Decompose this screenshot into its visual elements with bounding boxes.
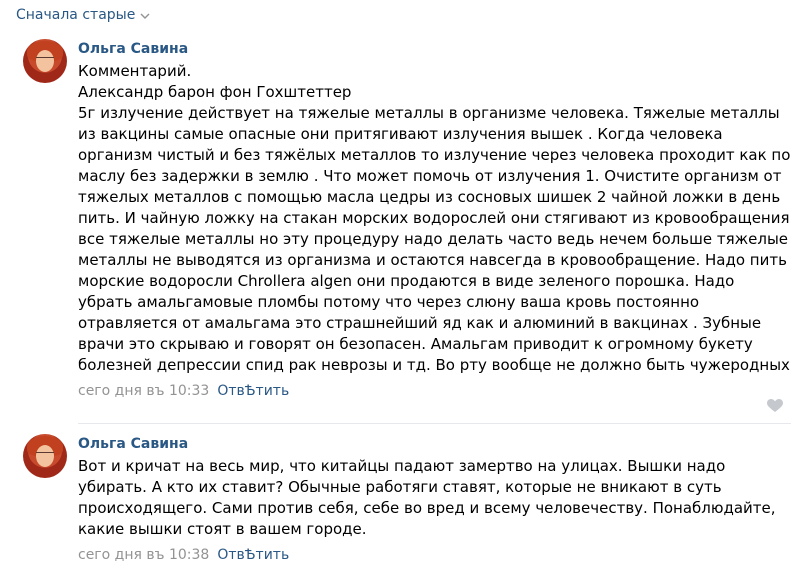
chevron-down-icon bbox=[140, 7, 150, 23]
heart-icon[interactable] bbox=[767, 398, 783, 412]
comment-author[interactable]: Ольга Савина bbox=[78, 436, 189, 452]
sort-order-label: Сначала старые bbox=[16, 7, 136, 23]
avatar[interactable] bbox=[23, 434, 67, 478]
comment-item bbox=[23, 39, 791, 419]
comment-meta bbox=[78, 382, 791, 400]
comment-text bbox=[78, 456, 791, 540]
comment-body bbox=[78, 434, 791, 564]
avatar[interactable] bbox=[23, 39, 67, 83]
comment-timestamp[interactable]: сего дня въ 10:33 bbox=[78, 383, 210, 399]
reply-button[interactable]: ОтвѢтить bbox=[217, 547, 290, 563]
comment-meta bbox=[78, 546, 791, 564]
comment-line: Александр барон фон Гохштеттер bbox=[78, 83, 352, 101]
comment-line: Вот и кричат на весь мир, что китайцы падают замертво на улицах. Вышки надо убирать. А кто их ставит? Обычные работяги ставят, которые не вникают в суть происходящего. Сами против себя, себе во вред и всему человечеству. Понаблюдайте, какие вышки стоят в вашем городе. bbox=[78, 457, 776, 538]
comment-text bbox=[78, 61, 791, 376]
comment-line: Комментарий. bbox=[78, 62, 192, 80]
comment-item bbox=[23, 434, 791, 574]
sort-order-dropdown[interactable] bbox=[16, 7, 150, 23]
comment-separator bbox=[78, 423, 791, 424]
reply-button[interactable]: ОтвѢтить bbox=[217, 383, 290, 399]
comment-body bbox=[78, 39, 791, 400]
comment-author[interactable]: Ольга Савина bbox=[78, 41, 189, 57]
comment-line: 5г излучение действует на тяжелые металлы в организме человека. Тяжелые металлы из вакцины самые опасные они притягивают излучения вышек . Когда человека организм чистый и без тяжёлых металлов то излучение через человека проходит как по маслу без задержки в землю . Что может помочь от излучения 1. Очистите организм от тяжелых металлов с помощью масла цедры из сосновых шишек 2 чайной ложки в день пить. И чайную ложку на стакан морских водорослей они стягивают из кровообращения все тяжелые металлы но эту процедуру надо делать часто ведь нечем больше тяжелые металлы не выводятся из организма и остаются навсегда в кровообращение. Надо пить морские водоросли Chrollera algen они продаются в виде зеленого порошка. Надо убрать амальгамовые пломбы потому что через слюну ваша кровь постоянно отравляется от амальгама это страшнейший яд как и алюминий в вакцинах . Зубные врачи это скрываю и говорят он безопасен. Амальгам приводит к огромному букету болезней депрессии спид рак неврозы и тд. Во рту вообще не должно быть чужеродных bbox=[78, 104, 791, 374]
comment-timestamp[interactable]: сего дня въ 10:38 bbox=[78, 547, 210, 563]
